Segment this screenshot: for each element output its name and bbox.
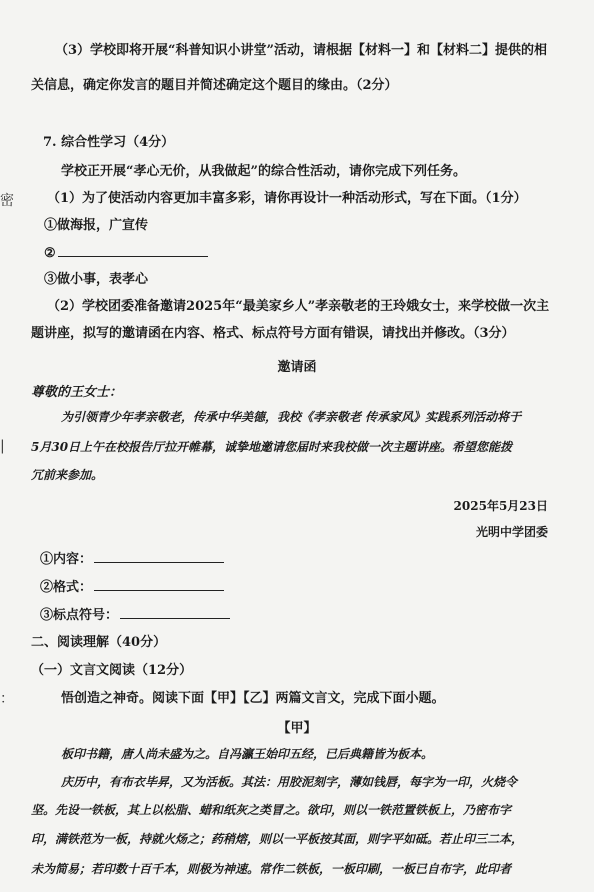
edge-mark: 密 — [0, 193, 14, 209]
q7-option-2 — [44, 244, 208, 263]
passage-line-4: 印，满铁范为一板，持就火炀之；药稍熔，则以一平板按其面，则字平如砥。若止印三二本， — [31, 832, 524, 846]
q7-sub1: （1）为了使活动内容更加丰富多彩，请你再设计一种活动形式，写在下面。（1分） — [47, 191, 527, 206]
q7-option-1: ①做海报，广宣传 — [44, 218, 149, 233]
answer-punct — [40, 606, 230, 625]
answer-content-blank[interactable] — [94, 550, 224, 563]
letter-body-1: 为引领青少年孝亲敬老，传承中华美德，我校《孝亲敬老 传承家风》实践系列活动将于 — [61, 410, 522, 424]
answer-format-blank[interactable] — [94, 578, 224, 591]
q7-answer-blank[interactable] — [58, 244, 208, 257]
q7-sub2-line2: 题讲座，拟写的邀请函在内容、格式、标点符号方面有错误，请找出并修改。（3分） — [31, 326, 515, 341]
q7-option-2-label: ② — [44, 246, 56, 261]
answer-format-label: ②格式： — [40, 580, 93, 595]
q6-3-line1: （3）学校即将开展“科普知识小讲堂”活动，请根据【材料一】和【材料二】提供的相 — [55, 43, 548, 58]
q7-sub2-line1: （2）学校团委准备邀请2025年“最美家乡人”孝亲敬老的王玲娥女士，来学校做一次主 — [47, 299, 550, 314]
answer-content-label: ①内容： — [40, 552, 93, 567]
q7-intro: 学校正开展“孝心无价，从我做起”的综合性活动，请你完成下列任务。 — [61, 164, 466, 179]
letter-title: 邀请函 — [277, 360, 317, 375]
edge-mark: ： — [0, 691, 14, 707]
section2-title: 二、阅读理解（40分） — [31, 635, 167, 650]
letter-body-3: 冗前来参加。 — [31, 468, 104, 482]
answer-content — [40, 550, 224, 569]
q7-title: 7. 综合性学习（4分） — [43, 135, 175, 150]
letter-body-2: 5月30日上午在校报告厅拉开帷幕，诚挚地邀请您届时来我校做一次主题讲座。希望您能拨 — [31, 440, 513, 454]
edge-mark: | — [0, 438, 5, 454]
passage-line-2: 庆历中，有布衣毕昇，又为活板。其法：用胶泥刻字，薄如钱唇，每字为一印，火烧令 — [61, 775, 518, 789]
section2-intro: 悟创造之神奇。阅读下面【甲】【乙】两篇文言文，完成下面小题。 — [61, 691, 445, 706]
section2-sub: （一）文言文阅读（12分） — [31, 663, 193, 678]
answer-format — [40, 578, 224, 597]
letter-date: 2025年5月23日 — [453, 499, 548, 513]
answer-punct-label: ③标点符号： — [40, 608, 119, 623]
letter-salutation: 尊敬的王女士： — [31, 385, 123, 400]
answer-punct-blank[interactable] — [120, 606, 230, 619]
passage-line-5: 未为简易；若印数十百千本，则极为神速。常作二铁板，一板印刷，一板已自布字，此印者 — [31, 862, 512, 876]
letter-signer: 光明中学团委 — [475, 525, 548, 539]
jia-heading: 【甲】 — [277, 721, 317, 736]
passage-line-3: 坚。先设一铁板，其上以松脂、蜡和纸灰之类冒之。欲印，则以一铁范置铁板上，乃密布字 — [31, 803, 512, 817]
q7-option-3: ③做小事，表孝心 — [44, 272, 149, 287]
passage-line-1: 板印书籍，唐人尚未盛为之。自冯瀛王始印五经，已后典籍皆为板本。 — [61, 747, 434, 761]
q6-3-line2: 关信息，确定你发言的题目并简述确定这个题目的缘由。（2分） — [31, 78, 398, 93]
